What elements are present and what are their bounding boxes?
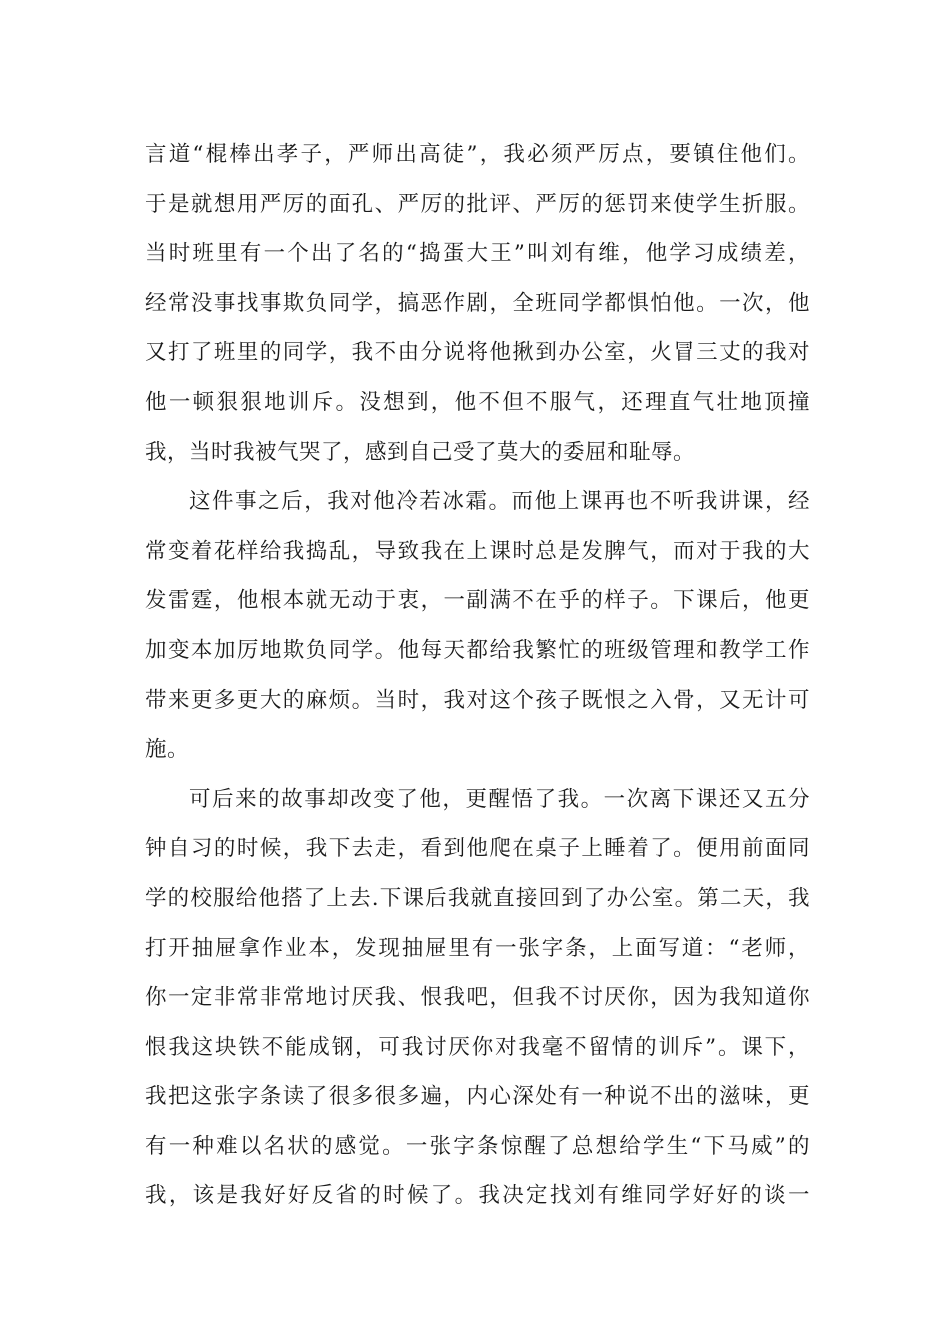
text-line: 钟自习的时候，我下去走，看到他爬在桌子上睡着了。便用前面同 [145,836,810,862]
text-line: 加变本加厉地欺负同学。他每天都给我繁忙的班级管理和教学工作 [145,637,810,663]
text-line: 我，该是我好好反省的时候了。我决定找刘有维同学好好的谈一 [145,1183,810,1209]
text-line: 我把这张字条读了很多很多遍，内心深处有一种说不出的滋味，更 [145,1084,810,1110]
text-line: 打开抽屉拿作业本，发现抽屉里有一张字条，上面写道：“老师， [145,935,810,961]
text-line: 这件事之后，我对他冷若冰霜。而他上课再也不听我讲课，经 [189,489,810,515]
text-line: 我，当时我被气哭了，感到自己受了莫大的委屈和耻辱。 [145,439,696,465]
text-line: 带来更多更大的麻烦。当时，我对这个孩子既恨之入骨，又无计可 [145,687,810,713]
text-line: 经常没事找事欺负同学，搞恶作剧，全班同学都惧怕他。一次，他 [145,290,810,316]
text-line: 又打了班里的同学，我不由分说将他揪到办公室，火冒三丈的我对 [145,340,810,366]
text-line: 你一定非常非常地讨厌我、恨我吧，但我不讨厌你，因为我知道你 [145,985,810,1011]
text-line: 恨我这块铁不能成钢，可我讨厌你对我毫不留情的训斥”。课下， [145,1034,810,1060]
body-text [145,130,810,1221]
text-line: 言道“棍棒出孝子，严师出高徒”，我必须严厉点，要镇住他们。 [145,142,810,167]
text-line: 学的校服给他搭了上去.下课后我就直接回到了办公室。第二天，我 [145,885,810,911]
text-line: 于是就想用严厉的面孔、严厉的批评、严厉的惩罚来使学生折服。 [145,191,810,217]
text-line: 常变着花样给我捣乱，导致我在上课时总是发脾气，而对于我的大 [145,538,810,564]
text-line: 发雷霆，他根本就无动于衷，一副满不在乎的样子。下课后，他更 [145,588,810,614]
text-line: 施。 [145,737,190,763]
text-line: 可后来的故事却改变了他，更醒悟了我。一次离下课还又五分 [189,786,810,812]
text-line: 他一顿狠狠地训斥。没想到，他不但不服气，还理直气壮地顶撞 [145,389,810,415]
text-line: 有一种难以名状的感觉。一张字条惊醒了总想给学生“下马威”的 [145,1133,810,1159]
text-line: 当时班里有一个出了名的“捣蛋大王”叫刘有维，他学习成绩差， [145,241,810,267]
